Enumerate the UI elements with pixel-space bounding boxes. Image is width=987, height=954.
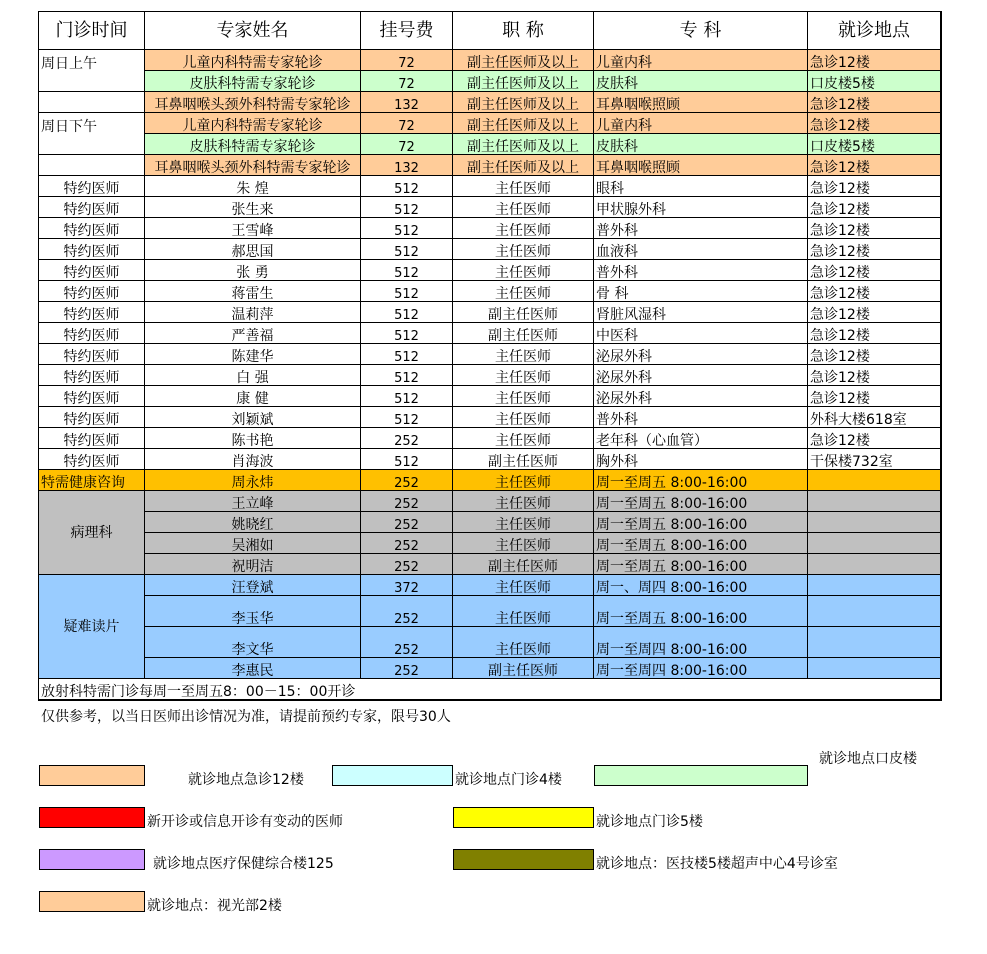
row-17-location-cell: 急诊12楼 [808, 386, 941, 407]
header-location: 就诊地点 [808, 12, 941, 50]
row-7-location-cell: 急诊12楼 [808, 176, 941, 197]
header-name: 专家姓名 [145, 12, 361, 50]
row-24-fee-cell: 252 [361, 533, 453, 554]
row-22-title-cell: 主任医师 [453, 491, 594, 512]
row-28-title-cell: 主任医师 [453, 627, 594, 658]
row-10-location-cell: 急诊12楼 [808, 239, 941, 260]
row-6-fee-cell: 132 [361, 155, 453, 176]
row-4-name-cell: 儿童内科特需专家轮诊 [145, 113, 361, 134]
row-11-location-cell: 急诊12楼 [808, 260, 941, 281]
row-26-location-cell [808, 575, 941, 596]
row-21-location-cell [808, 470, 941, 491]
row-8-name-cell: 张生来 [145, 197, 361, 218]
row-15-location-cell: 急诊12楼 [808, 344, 941, 365]
row-6-time-cell [39, 155, 145, 176]
row-21-title-cell: 主任医师 [453, 470, 594, 491]
row-8-fee-cell: 512 [361, 197, 453, 218]
row-13-title-cell: 副主任医师 [453, 302, 594, 323]
row-9-title-cell: 主任医师 [453, 218, 594, 239]
row-26-name-cell: 汪登斌 [145, 575, 361, 596]
row-6-name-cell: 耳鼻咽喉头颈外科特需专家轮诊 [145, 155, 361, 176]
row-21-time-cell: 特需健康咨询 [39, 470, 145, 491]
row-11-specialty-cell: 普外科 [594, 260, 808, 281]
row-2-time-cell [39, 71, 145, 92]
row-4-specialty-cell: 儿童内科 [594, 113, 808, 134]
row-17-time-cell: 特约医师 [39, 386, 145, 407]
legend-label-olive: 就诊地点：医技楼5楼超声中心4号诊室 [596, 856, 838, 872]
row-26-specialty-cell: 周一、周四 8:00-16:00 [594, 575, 808, 596]
row-8-specialty-cell: 甲状腺外科 [594, 197, 808, 218]
row-1-title-cell: 副主任医师及以上 [453, 50, 594, 71]
row-10-time-cell: 特约医师 [39, 239, 145, 260]
row-5-fee-cell: 72 [361, 134, 453, 155]
row-11-title-cell: 主任医师 [453, 260, 594, 281]
row-7-fee-cell: 512 [361, 176, 453, 197]
row-29-location-cell [808, 658, 941, 679]
row-29-specialty-cell: 周一至周四 8:00-16:00 [594, 658, 808, 679]
row-12-time-cell: 特约医师 [39, 281, 145, 302]
row-6-title-cell: 副主任医师及以上 [453, 155, 594, 176]
row-27-title-cell: 主任医师 [453, 596, 594, 627]
legend-swatch-red [39, 807, 145, 828]
row-10-fee-cell: 512 [361, 239, 453, 260]
row-5-time-cell [39, 134, 145, 155]
row-27-name-cell: 李玉华 [145, 596, 361, 627]
group-pathology: 病理科 [39, 491, 145, 575]
row-20-fee-cell: 512 [361, 449, 453, 470]
row-16-name-cell: 白 强 [145, 365, 361, 386]
row-7-name-cell: 朱 煌 [145, 176, 361, 197]
row-3-time-cell [39, 92, 145, 113]
row-20-time-cell: 特约医师 [39, 449, 145, 470]
row-13-location-cell: 急诊12楼 [808, 302, 941, 323]
row-12-location-cell: 急诊12楼 [808, 281, 941, 302]
footer-note: 放射科特需门诊每周一至周五8：00－15：00开诊 [39, 679, 941, 700]
row-28-location-cell [808, 627, 941, 658]
group-difficult-reading: 疑难读片 [39, 575, 145, 679]
legend-swatch-cyan [332, 765, 453, 786]
row-10-specialty-cell: 血液科 [594, 239, 808, 260]
row-19-location-cell: 急诊12楼 [808, 428, 941, 449]
row-24-title-cell: 主任医师 [453, 533, 594, 554]
row-14-location-cell: 急诊12楼 [808, 323, 941, 344]
row-17-name-cell: 康 健 [145, 386, 361, 407]
row-4-time-cell: 周日下午 [39, 113, 145, 134]
row-19-time-cell: 特约医师 [39, 428, 145, 449]
legend-label-purple: 就诊地点医疗保健综合楼125 [153, 856, 334, 872]
row-6-specialty-cell: 耳鼻咽喉照顾 [594, 155, 808, 176]
row-8-location-cell: 急诊12楼 [808, 197, 941, 218]
row-18-name-cell: 刘颖斌 [145, 407, 361, 428]
row-26-title-cell: 主任医师 [453, 575, 594, 596]
row-15-fee-cell: 512 [361, 344, 453, 365]
row-14-title-cell: 副主任医师 [453, 323, 594, 344]
row-6-location-cell: 急诊12楼 [808, 155, 941, 176]
row-13-time-cell: 特约医师 [39, 302, 145, 323]
row-29-title-cell: 副主任医师 [453, 658, 594, 679]
row-18-specialty-cell: 普外科 [594, 407, 808, 428]
disclaimer-text: 仅供参考，以当日医师出诊情况为准，请提前预约专家，限号30人 [41, 709, 451, 725]
row-7-title-cell: 主任医师 [453, 176, 594, 197]
row-7-time-cell: 特约医师 [39, 176, 145, 197]
row-13-name-cell: 温莉萍 [145, 302, 361, 323]
row-14-time-cell: 特约医师 [39, 323, 145, 344]
row-5-specialty-cell: 皮肤科 [594, 134, 808, 155]
row-1-location-cell: 急诊12楼 [808, 50, 941, 71]
row-9-name-cell: 王雪峰 [145, 218, 361, 239]
legend-label-red: 新开诊或信息开诊有变动的医师 [147, 814, 343, 830]
row-14-name-cell: 严善福 [145, 323, 361, 344]
legend-label-green: 就诊地点口皮楼 [819, 751, 917, 767]
row-9-fee-cell: 512 [361, 218, 453, 239]
row-3-title-cell: 副主任医师及以上 [453, 92, 594, 113]
row-19-specialty-cell: 老年科（心血管） [594, 428, 808, 449]
row-14-fee-cell: 512 [361, 323, 453, 344]
row-13-fee-cell: 512 [361, 302, 453, 323]
row-22-location-cell [808, 491, 941, 512]
row-20-name-cell: 肖海波 [145, 449, 361, 470]
row-17-fee-cell: 512 [361, 386, 453, 407]
row-10-name-cell: 郝思国 [145, 239, 361, 260]
row-27-specialty-cell: 周一至周五 8:00-16:00 [594, 596, 808, 627]
row-23-location-cell [808, 512, 941, 533]
row-15-name-cell: 陈建华 [145, 344, 361, 365]
row-4-title-cell: 副主任医师及以上 [453, 113, 594, 134]
row-1-fee-cell: 72 [361, 50, 453, 71]
row-12-fee-cell: 512 [361, 281, 453, 302]
row-28-name-cell: 李文华 [145, 627, 361, 658]
row-9-specialty-cell: 普外科 [594, 218, 808, 239]
row-16-fee-cell: 512 [361, 365, 453, 386]
row-18-location-cell: 外科大楼618室 [808, 407, 941, 428]
row-25-location-cell [808, 554, 941, 575]
row-10-title-cell: 主任医师 [453, 239, 594, 260]
row-4-fee-cell: 72 [361, 113, 453, 134]
row-5-name-cell: 皮肤科特需专家轮诊 [145, 134, 361, 155]
row-19-fee-cell: 252 [361, 428, 453, 449]
row-14-specialty-cell: 中医科 [594, 323, 808, 344]
header-title: 职 称 [453, 12, 594, 50]
row-18-title-cell: 主任医师 [453, 407, 594, 428]
legend-swatch-peach [39, 891, 145, 912]
row-8-time-cell: 特约医师 [39, 197, 145, 218]
row-12-specialty-cell: 骨 科 [594, 281, 808, 302]
row-23-name-cell: 姚晓红 [145, 512, 361, 533]
row-21-fee-cell: 252 [361, 470, 453, 491]
row-24-name-cell: 吴湘如 [145, 533, 361, 554]
row-1-name-cell: 儿童内科特需专家轮诊 [145, 50, 361, 71]
row-21-specialty-cell: 周一至周五 8:00-16:00 [594, 470, 808, 491]
row-25-name-cell: 祝明洁 [145, 554, 361, 575]
legend-label-cyan: 就诊地点门诊4楼 [455, 772, 562, 788]
row-1-time-cell: 周日上午 [39, 50, 145, 71]
row-3-specialty-cell: 耳鼻咽喉照顾 [594, 92, 808, 113]
row-18-fee-cell: 512 [361, 407, 453, 428]
row-19-title-cell: 主任医师 [453, 428, 594, 449]
row-22-specialty-cell: 周一至周五 8:00-16:00 [594, 491, 808, 512]
row-27-fee-cell: 252 [361, 596, 453, 627]
row-5-title-cell: 副主任医师及以上 [453, 134, 594, 155]
row-17-specialty-cell: 泌尿外科 [594, 386, 808, 407]
row-28-specialty-cell: 周一至周四 8:00-16:00 [594, 627, 808, 658]
row-22-name-cell: 王立峰 [145, 491, 361, 512]
legend-swatch-orange [39, 765, 145, 786]
legend-label-orange: 就诊地点急诊12楼 [188, 772, 304, 788]
row-25-specialty-cell: 周一至周五 8:00-16:00 [594, 554, 808, 575]
row-2-title-cell: 副主任医师及以上 [453, 71, 594, 92]
row-12-title-cell: 主任医师 [453, 281, 594, 302]
row-29-name-cell: 李惠民 [145, 658, 361, 679]
row-3-name-cell: 耳鼻咽喉头颈外科特需专家轮诊 [145, 92, 361, 113]
row-4-location-cell: 急诊12楼 [808, 113, 941, 134]
row-2-specialty-cell: 皮肤科 [594, 71, 808, 92]
row-11-name-cell: 张 勇 [145, 260, 361, 281]
row-27-location-cell [808, 596, 941, 627]
row-22-fee-cell: 252 [361, 491, 453, 512]
header-fee: 挂号费 [361, 12, 453, 50]
row-20-location-cell: 干保楼732室 [808, 449, 941, 470]
row-19-name-cell: 陈书艳 [145, 428, 361, 449]
row-9-time-cell: 特约医师 [39, 218, 145, 239]
row-20-title-cell: 副主任医师 [453, 449, 594, 470]
legend-swatch-yellow [453, 807, 594, 828]
row-26-fee-cell: 372 [361, 575, 453, 596]
row-28-fee-cell: 252 [361, 627, 453, 658]
row-12-name-cell: 蒋雷生 [145, 281, 361, 302]
row-21-name-cell: 周永炜 [145, 470, 361, 491]
row-2-fee-cell: 72 [361, 71, 453, 92]
row-3-fee-cell: 132 [361, 92, 453, 113]
row-2-name-cell: 皮肤科特需专家轮诊 [145, 71, 361, 92]
row-24-location-cell [808, 533, 941, 554]
legend-label-yellow: 就诊地点门诊5楼 [596, 814, 703, 830]
row-20-specialty-cell: 胸外科 [594, 449, 808, 470]
row-24-specialty-cell: 周一至周五 8:00-16:00 [594, 533, 808, 554]
row-23-title-cell: 主任医师 [453, 512, 594, 533]
row-15-specialty-cell: 泌尿外科 [594, 344, 808, 365]
row-16-title-cell: 主任医师 [453, 365, 594, 386]
row-16-location-cell: 急诊12楼 [808, 365, 941, 386]
row-25-fee-cell: 252 [361, 554, 453, 575]
row-1-specialty-cell: 儿童内科 [594, 50, 808, 71]
header-specialty: 专 科 [594, 12, 808, 50]
row-16-time-cell: 特约医师 [39, 365, 145, 386]
row-7-specialty-cell: 眼科 [594, 176, 808, 197]
row-23-specialty-cell: 周一至周五 8:00-16:00 [594, 512, 808, 533]
row-11-fee-cell: 512 [361, 260, 453, 281]
row-5-location-cell: 口皮楼5楼 [808, 134, 941, 155]
row-18-time-cell: 特约医师 [39, 407, 145, 428]
row-8-title-cell: 主任医师 [453, 197, 594, 218]
header-time: 门诊时间 [39, 12, 145, 50]
row-3-location-cell: 急诊12楼 [808, 92, 941, 113]
row-17-title-cell: 主任医师 [453, 386, 594, 407]
row-2-location-cell: 口皮楼5楼 [808, 71, 941, 92]
legend-label-peach: 就诊地点：视光部2楼 [147, 898, 282, 914]
row-16-specialty-cell: 泌尿外科 [594, 365, 808, 386]
legend-swatch-purple [39, 849, 145, 870]
row-15-title-cell: 主任医师 [453, 344, 594, 365]
row-25-title-cell: 副主任医师 [453, 554, 594, 575]
row-29-fee-cell: 252 [361, 658, 453, 679]
row-9-location-cell: 急诊12楼 [808, 218, 941, 239]
legend-swatch-olive [453, 849, 594, 870]
row-15-time-cell: 特约医师 [39, 344, 145, 365]
row-11-time-cell: 特约医师 [39, 260, 145, 281]
row-23-fee-cell: 252 [361, 512, 453, 533]
legend-swatch-green [594, 765, 808, 786]
row-13-specialty-cell: 肾脏风湿科 [594, 302, 808, 323]
